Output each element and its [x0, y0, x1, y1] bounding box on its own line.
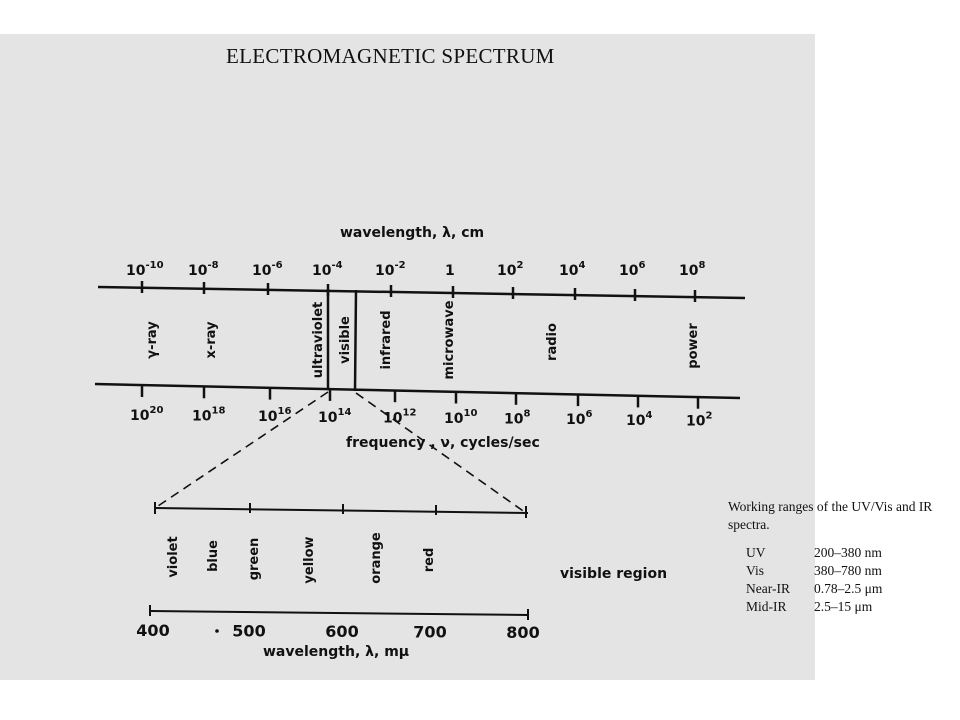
visible-wavelength-axis-label: wavelength, λ, mμ [263, 644, 410, 660]
frequency-tick-label: $10^{18}$ [192, 405, 226, 425]
region-label: microwave [442, 300, 457, 380]
frequency-tick-label: $10^{10}$ [444, 408, 478, 427]
frequency-axis-label: frequency , ν, cycles/sec [346, 435, 540, 451]
region-label: γ-ray [145, 321, 160, 359]
wavelength-tick-label: $10^8$ [679, 260, 706, 279]
visible-wavelength-tick-label: 700 [413, 622, 447, 642]
frequency-axis-line [95, 384, 740, 398]
region-label: visible [338, 316, 353, 364]
working-range-row [728, 562, 882, 580]
region-label: radio [545, 323, 560, 361]
visible-wavelength-axis-line [150, 611, 528, 615]
range-name: Near-IR [746, 581, 790, 596]
wavelength-axis-label: wavelength, λ, cm [340, 225, 485, 241]
diagram-title: ELECTROMAGNETIC SPECTRUM [226, 44, 555, 68]
wavelength-tick-label: $10^{-10}$ [126, 260, 164, 279]
frequency-tick-label: $10^2$ [686, 410, 713, 430]
visible-color-label: orange [369, 532, 384, 584]
wavelength-tick-label: $10^{-6}$ [252, 260, 283, 279]
wavelength-tick-label: $10^2$ [497, 260, 524, 279]
visible-color-label: blue [206, 540, 221, 572]
visible-wavelength-tick-label: 600 [325, 622, 359, 641]
range-name: Vis [746, 563, 764, 578]
range-value: 380–780 nm [814, 563, 882, 578]
visible-region-label: visible region [560, 566, 668, 582]
wavelength-tick-label: $10^6$ [619, 260, 646, 279]
visible-band-right-boundary [355, 290, 356, 391]
range-name: Mid-IR [746, 599, 787, 614]
wavelength-tick-label: $10^{-2}$ [375, 260, 406, 279]
range-value: 200–380 nm [814, 545, 882, 560]
range-value: 2.5–15 μm [814, 599, 873, 614]
visible-region-line [155, 508, 528, 513]
frequency-tick-label: $10^8$ [504, 408, 531, 428]
wavelength-tick-label: 1 [445, 263, 455, 279]
region-label: ultraviolet [311, 301, 326, 379]
frequency-tick-label: $10^{20}$ [130, 405, 164, 424]
visible-wavelength-tick-label: 800 [506, 623, 540, 642]
range-name: UV [746, 545, 766, 560]
range-value: 0.78–2.5 μm [814, 581, 883, 596]
wavelength-tick-label: $10^4$ [559, 260, 586, 279]
region-label: x-ray [204, 321, 219, 359]
working-ranges-caption: Working ranges of the UV/Vis and IR spectra. [728, 499, 933, 532]
working-range-row [728, 580, 882, 598]
expansion-dashed-line-right [356, 393, 526, 513]
region-label: power [686, 323, 701, 369]
working-ranges-note [728, 498, 960, 616]
working-ranges-table [728, 544, 882, 616]
visible-wavelength-tick-label: 400 [136, 621, 170, 640]
visible-color-label: violet [166, 536, 181, 578]
wavelength-tick-label: $10^{-4}$ [312, 260, 343, 279]
working-range-row [728, 544, 882, 562]
visible-color-label: yellow [302, 536, 317, 584]
frequency-tick-label: $10^{12}$ [383, 407, 417, 427]
region-label: infrared [379, 310, 394, 370]
frequency-tick-label: $10^4$ [626, 409, 653, 429]
visible-color-label: green [247, 537, 262, 581]
frequency-tick-label: $10^6$ [566, 409, 593, 429]
wavelength-tick-label: $10^{-8}$ [188, 260, 219, 279]
frequency-tick-label: $10^{16}$ [258, 406, 292, 426]
visible-wavelength-tick-label: 500 [232, 621, 266, 641]
wavelength-axis-line [98, 287, 745, 298]
visible-color-label: red [422, 547, 437, 573]
expansion-dashed-line-left [158, 392, 328, 506]
stray-dot [215, 629, 219, 633]
working-range-row [728, 598, 882, 616]
frequency-tick-label: $10^{14}$ [318, 406, 352, 426]
